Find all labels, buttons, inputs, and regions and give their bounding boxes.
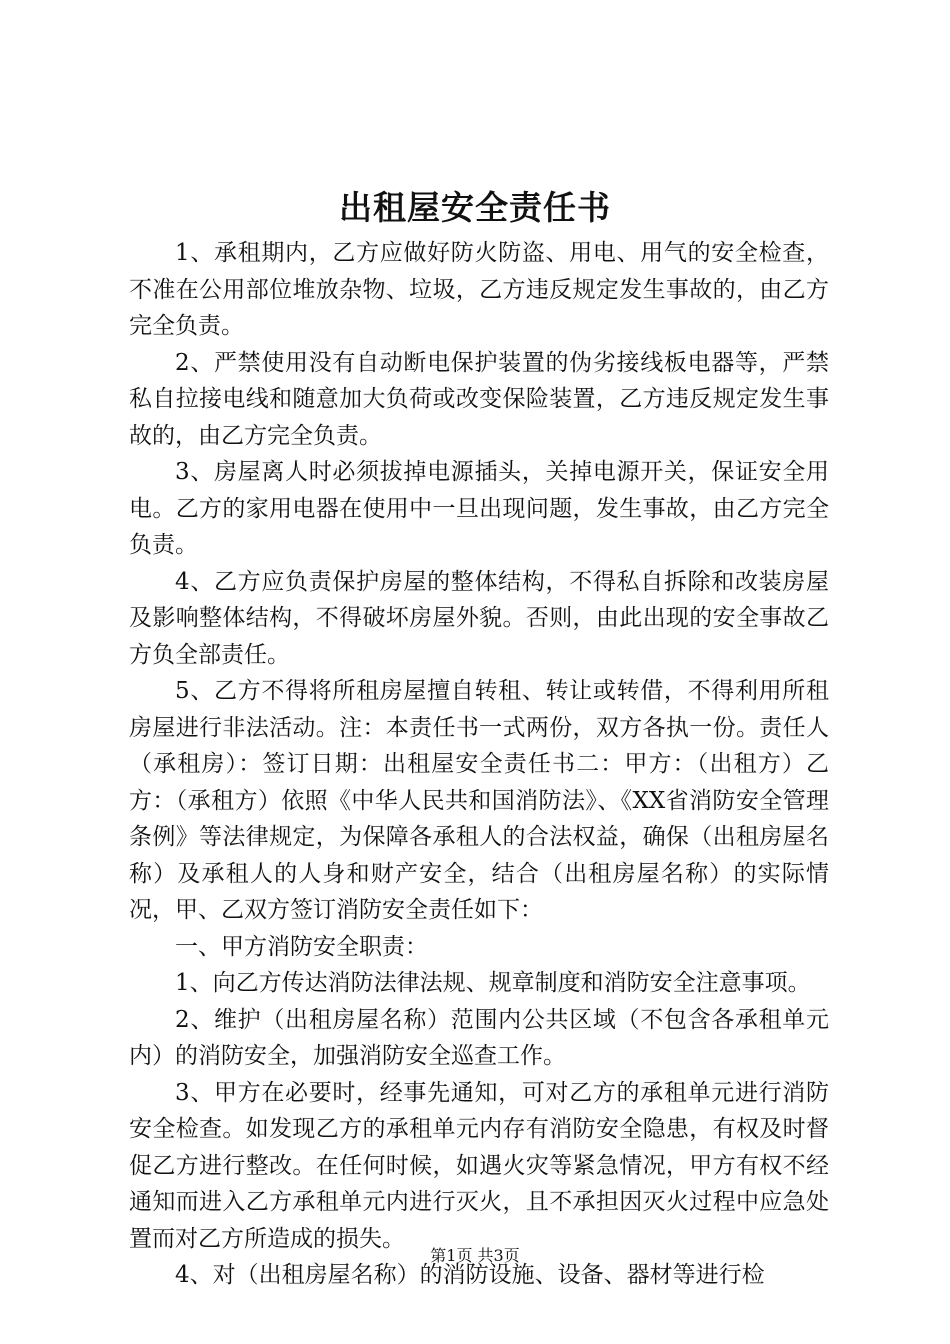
document-title: 出租屋安全责任书 bbox=[339, 188, 611, 227]
paragraph-7: 2、维护（出租房屋名称）范围内公共区域（不包含各承租单元内）的消防安全，加强消防安全巡查工作。 bbox=[129, 1006, 829, 1069]
paragraph-5: 5、乙方不得将所租房屋擅自转租、转让或转借，不得利用所租房屋进行非法活动。注：本责任书一式两份，双方各执一份。责任人（承租房）：签订日期：出租屋安全责任书二：甲方：（出租方）乙方：（承租方）依照《中华人民共和国消防法》、《XX省消防安全管理条例》等法律规定，为保障各承租人的合法权益，确保（出租房屋名称）及承租人的人身和财产安全，结合（出租房屋名称）的实际情况，甲、乙双方签订消防安全责任如下： bbox=[129, 678, 829, 923]
section-heading-party-a: 一、甲方消防安全职责： bbox=[175, 933, 428, 960]
page-footer: 第1页 共3页 bbox=[430, 1246, 520, 1265]
paragraph-4: 4、乙方应负责保护房屋的整体结构，不得私自拆除和改装房屋及影响整体结构，不得破坏房屋外貌。否则，由此出现的安全事故乙方负全部责任。 bbox=[129, 568, 829, 668]
paragraph-3: 3、房屋离人时必须拔掉电源插头，关掉电源开关，保证安全用电。乙方的家用电器在使用中一旦出现问题，发生事故，由乙方完全负责。 bbox=[129, 459, 829, 558]
paragraph-6: 1、向乙方传达消防法律法规、规章制度和消防安全注意事项。 bbox=[175, 970, 811, 996]
paragraph-2: 2、严禁使用没有自动断电保护装置的伪劣接线板电器等，严禁私自拉接电线和随意加大负荷或改变保险装置，乙方违反规定发生事故的，由乙方完全负责。 bbox=[129, 349, 829, 449]
paragraph-8: 3、甲方在必要时，经事先通知，可对乙方的承租单元进行消防安全检查。如发现乙方的承租单元内存有消防安全隐患，有权及时督促乙方进行整改。在任何时候，如遇火灾等紧急情况，甲方有权不经通知而进入乙方承租单元内进行灭火，且不承担因灭火过程中应急处置而对乙方所造成的损失。 bbox=[129, 1079, 829, 1252]
document-body bbox=[129, 235, 829, 1294]
paragraph-9: 4、对（出租房屋名称）的消防设施、设备、器材等进行检 bbox=[175, 1262, 765, 1288]
paragraph-1: 1、承租期内，乙方应做好防火防盗、用电、用气的安全检查，不准在公用部位堆放杂物、垃圾，乙方违反规定发生事故的，由乙方完全负责。 bbox=[129, 240, 829, 339]
